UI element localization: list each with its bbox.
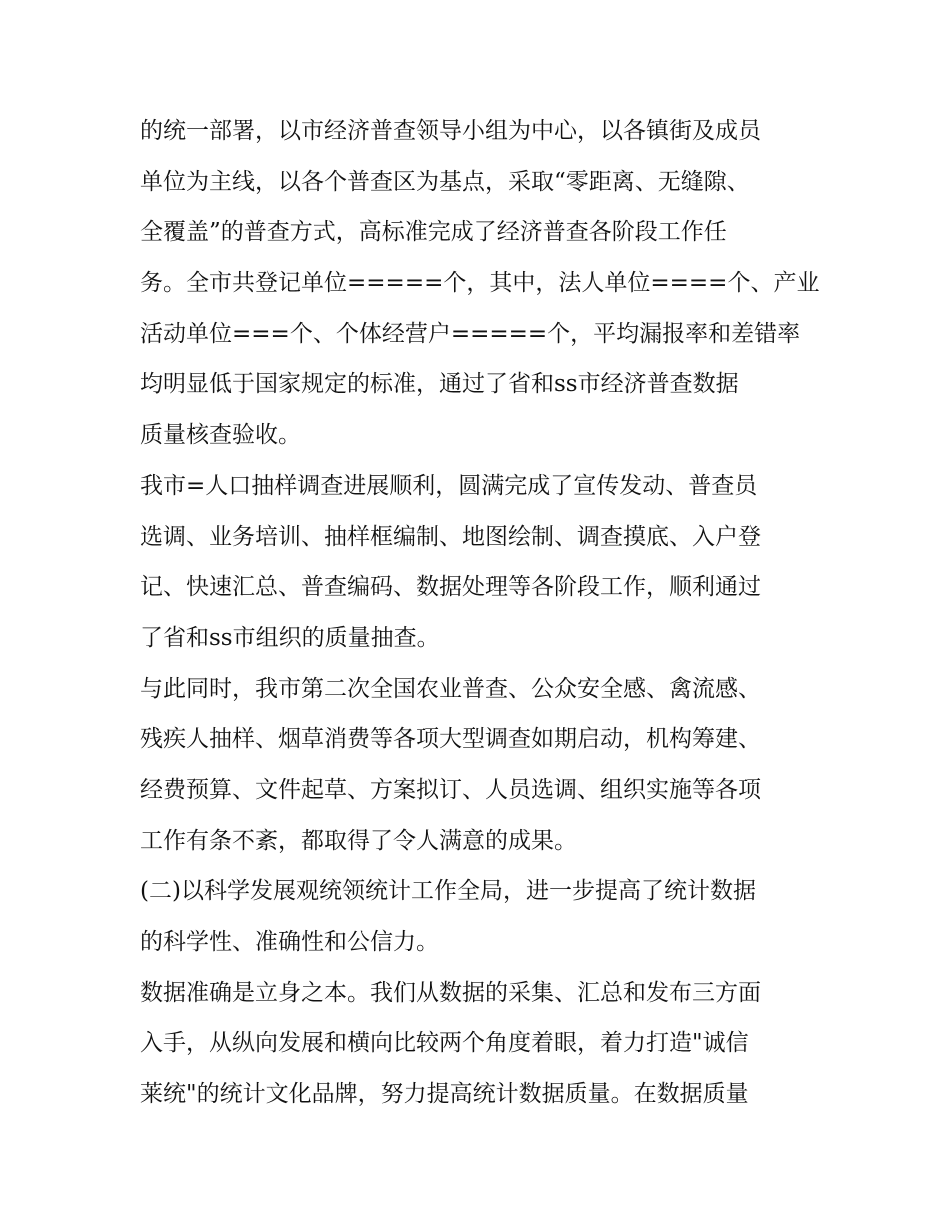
- text-line-7: 质量核查验收。: [140, 422, 301, 449]
- text-line-16: (二)以科学发展观统领统计工作全局，进一步提高了统计数据: [140, 878, 756, 905]
- text-line-10: 记、快速汇总、普查编码、数据处理等各阶段工作，顺利通过: [140, 574, 761, 601]
- text-line-20: 莱统"的统计文化品牌，努力提高统计数据质量。在数据质量: [140, 1081, 749, 1108]
- text-line-11: 了省和ss市组织的质量抽查。: [140, 624, 440, 651]
- text-line-14: 经费预算、文件起草、方案拟订、人员选调、组织实施等各项: [140, 776, 761, 803]
- text-line-15: 工作有条不紊，都取得了令人满意的成果。: [140, 827, 577, 854]
- text-line-19: 入手，从纵向发展和横向比较两个角度着眼，着力打造"诚信: [140, 1030, 749, 1057]
- text-line-6: 均明显低于国家规定的标准，通过了省和ss市经济普查数据: [140, 371, 739, 398]
- text-line-5: 活动单位===个、个体经营户=====个，平均漏报率和差错率: [140, 320, 801, 347]
- text-line-1: 的统一部署，以市经济普查领导小组为中心，以各镇街及成员: [140, 118, 761, 144]
- text-line-8: 我市=人口抽样调查进展顺利，圆满完成了宣传发动、普查员: [140, 472, 758, 499]
- text-line-18: 数据准确是立身之本。我们从数据的采集、汇总和发布三方面: [140, 979, 761, 1006]
- text-line-17: 的科学性、准确性和公信力。: [140, 929, 439, 955]
- text-line-4: 务。全市共登记单位=====个，其中，法人单位====个、产业: [140, 270, 820, 297]
- text-line-9: 选调、业务培训、抽样框编制、地图绘制、调查摸底、入户登: [140, 523, 761, 550]
- body-text: [140, 106, 820, 1120]
- text-line-3: 全覆盖”的普查方式，高标准完成了经济普查各阶段工作任: [140, 219, 727, 246]
- text-line-2: 单位为主线，以各个普查区为基点，采取“零距离、无缝隙、: [140, 168, 750, 195]
- text-line-13: 残疾人抽样、烟草消费等各项大型调查如期启动，机构筹建、: [140, 726, 761, 753]
- text-line-12: 与此同时，我市第二次全国农业普查、公众安全感、禽流感、: [140, 675, 761, 702]
